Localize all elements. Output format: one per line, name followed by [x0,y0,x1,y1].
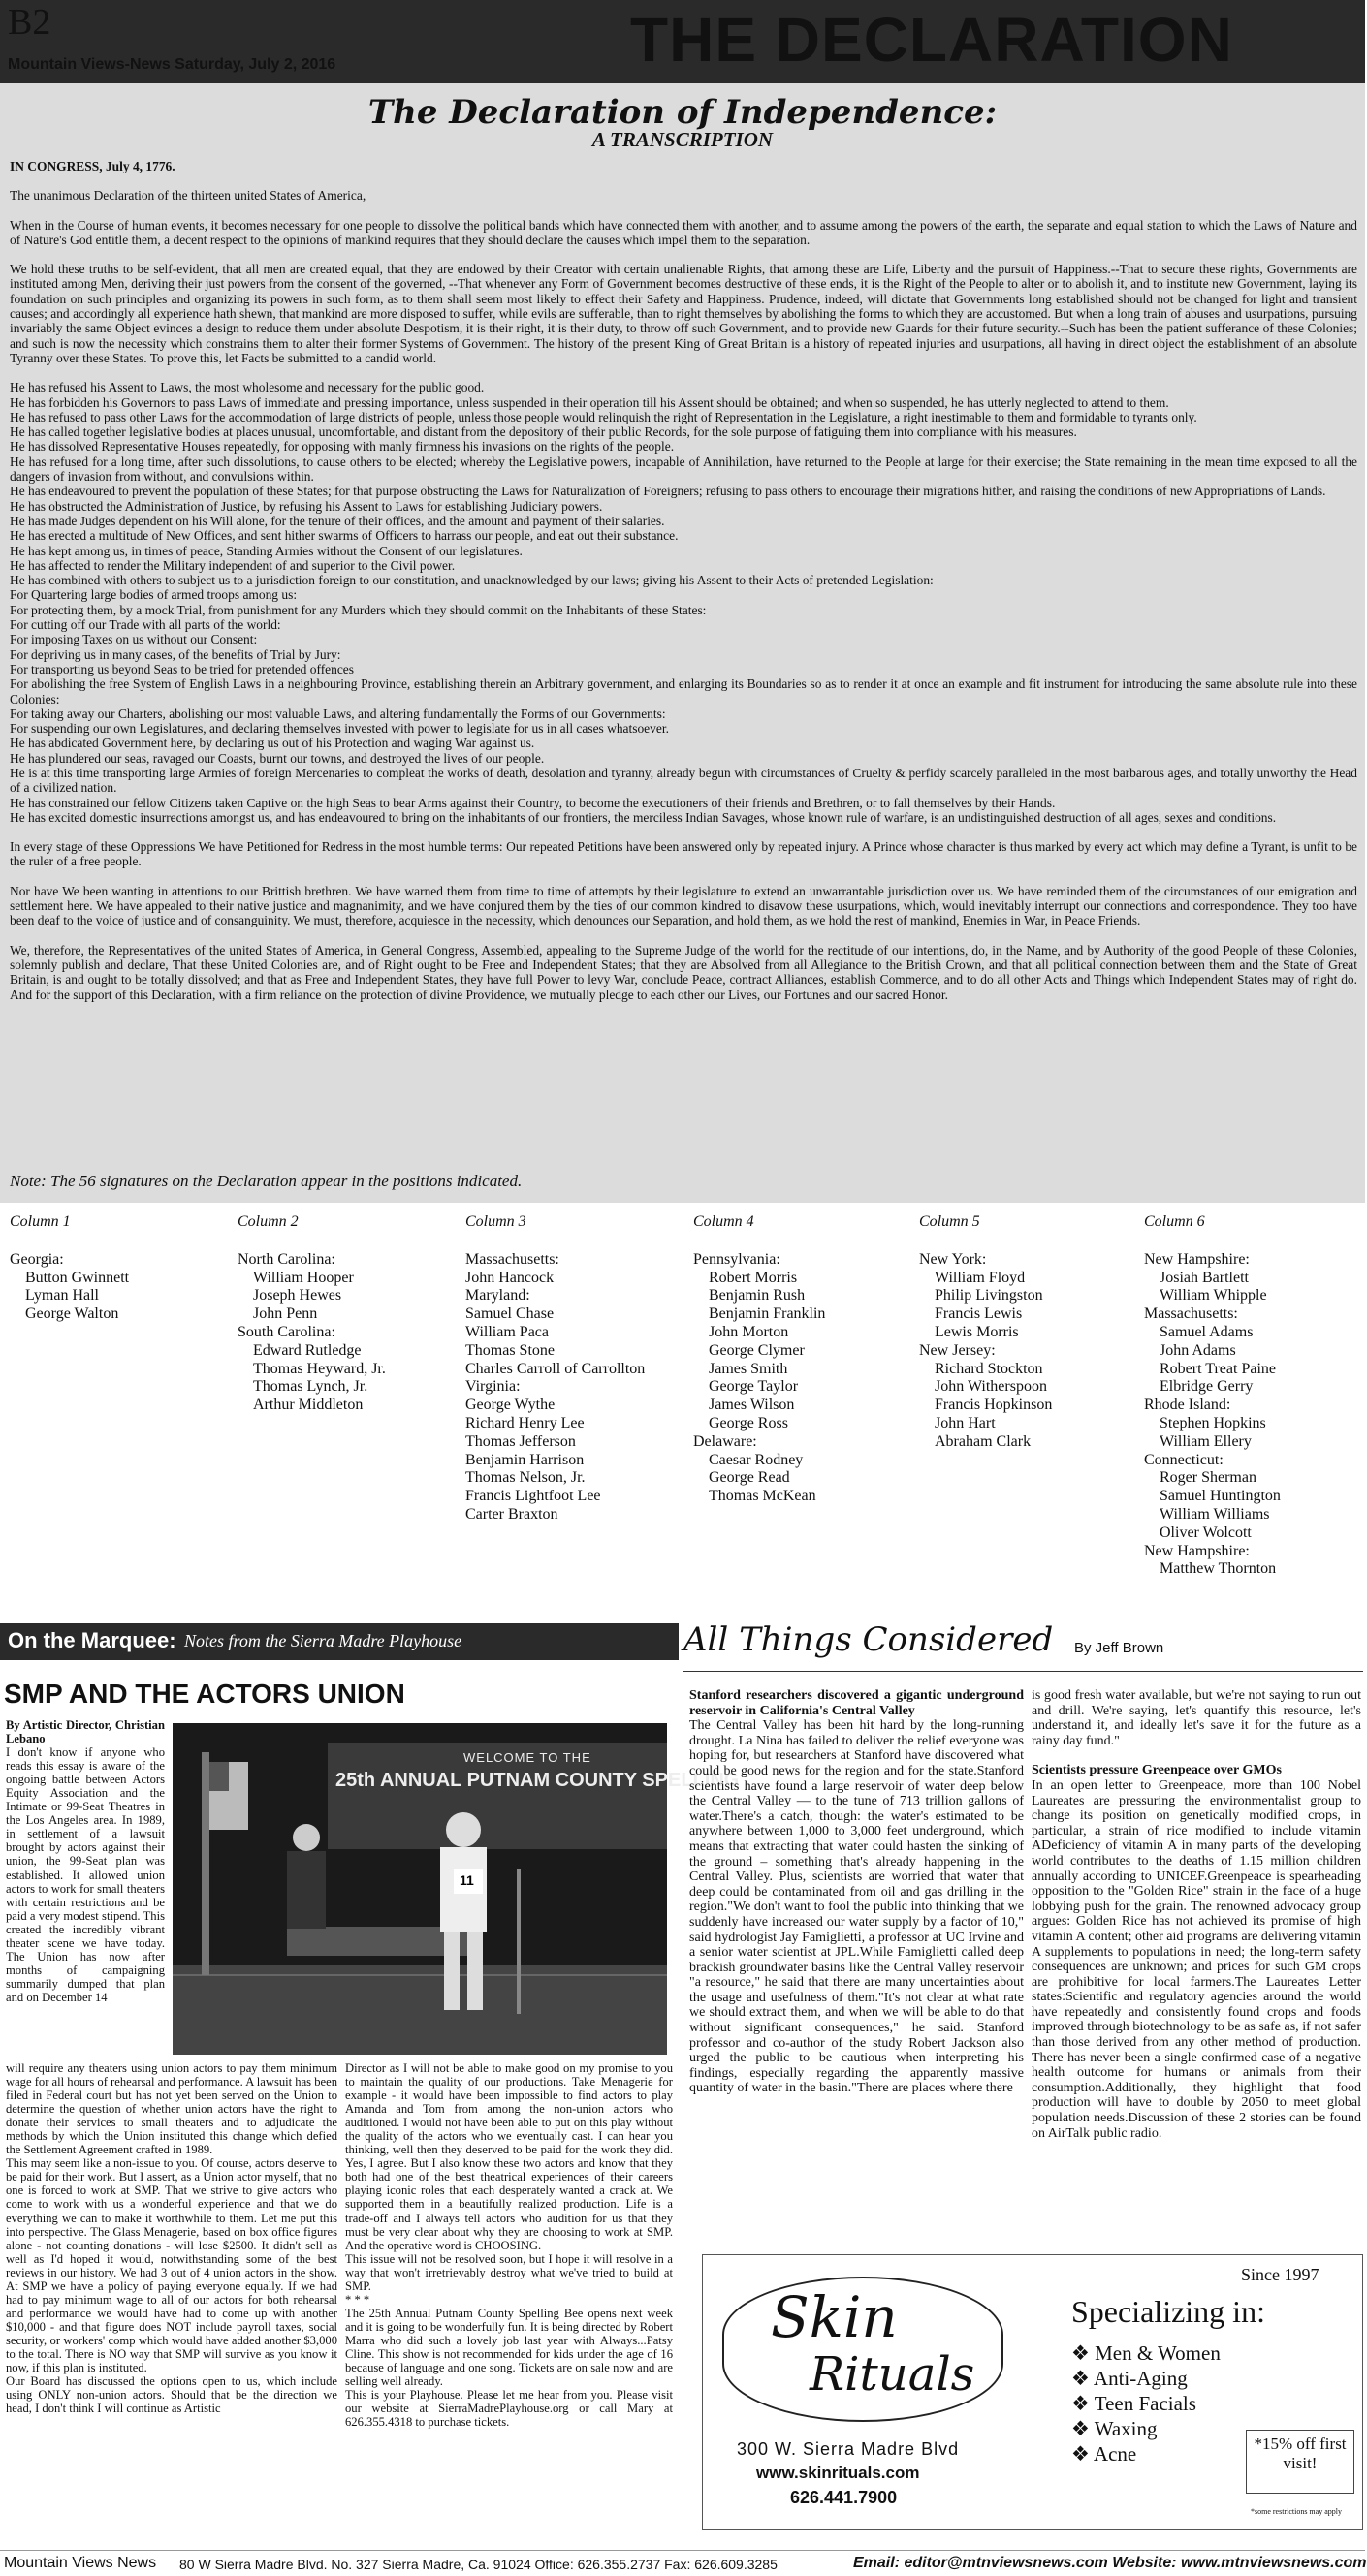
grievance-item: For transporting us beyond Seas to be tried for pretended offences [10,661,355,676]
ad-service-item [1071,2366,1221,2391]
signer-name: Lewis Morris [935,1323,1019,1340]
grievance-item: He has forbidden his Governors to pass Laws of immediate and pressing importance, unless suspended in their operation till his Assent should be obtained; and when so suspended, he has utterly neglected to attend to them. [10,394,1169,410]
declaration-title: The Declaration of Independence: [367,93,998,132]
ad-service-item [1071,2441,1221,2466]
state-label: South Carolina: [238,1323,335,1340]
signer-name: Matthew Thornton [1160,1560,1277,1578]
state-label: William Paca [465,1323,549,1340]
state-label: Connecticut: [1144,1451,1224,1468]
state-label: North Carolina: [238,1250,335,1268]
signer-name: William Williams [1160,1505,1270,1523]
signer-name: George Walton [25,1305,119,1323]
atc-headline-1: Stanford researchers discovered a gigantic underground reservoir in California's Central Valley [689,1688,1024,1718]
state-label: Thomas Jefferson [465,1432,576,1450]
signer-name: Oliver Wolcott [1160,1524,1252,1541]
ad-service-item [1071,2340,1221,2366]
state-label: Benjamin Harrison [465,1451,585,1468]
ad-service-item [1071,2416,1221,2441]
signer-name: Elbridge Gerry [1160,1378,1254,1396]
ad-logo-rituals: Rituals [810,2347,975,2402]
diamond-bullet-icon: ❖ [1071,2367,1090,2390]
grievance-item: He has endeavoured to prevent the population of these States; for that purpose obstructing the Laws for Naturalization of Foreigners; refusing to pass others to encourage their migrations hither, and raising the conditions of new Appropriations of Lands. [10,484,1326,499]
state-label: Richard Henry Lee [465,1414,585,1431]
photo-contestant-number: 11 [460,1872,474,1888]
smp-headline: SMP AND THE ACTORS UNION [4,1679,405,1709]
signer-name: Stephen Hopkins [1160,1414,1266,1431]
atc-column-2 [1032,1688,1361,2141]
signer-name: William Whipple [1160,1287,1267,1304]
state-label: Charles Carroll of Carrollton [465,1360,646,1377]
signature-column-5 [919,1213,1142,1452]
footer-contact[interactable]: Email: editor@mtnviewsnews.com Website: www.mtnviewsnews.com [853,2555,1367,2571]
signer-name: James Smith [709,1360,788,1377]
ad-service-label: Anti-Aging [1093,2367,1188,2390]
diamond-bullet-icon: ❖ [1071,2392,1090,2415]
ad-since: Since 1997 [1241,2265,1319,2284]
signer-name: Josiah Bartlett [1160,1269,1249,1286]
section-title: THE DECLARATION [630,5,1233,75]
ad-specializing: Specializing in: [1071,2294,1265,2329]
grievance-item: He has erected a multitude of New Offices, and sent hither swarms of Officers to harrass our people, and eat out their substance. [10,528,679,544]
ad-service-label: Teen Facials [1094,2392,1196,2415]
state-label: Francis Lightfoot Lee [465,1488,601,1505]
state-label: Thomas Stone [465,1341,555,1359]
ad-website[interactable]: www.skinrituals.com [756,2464,920,2482]
signer-name: Roger Sherman [1160,1469,1256,1487]
signer-name: Robert Morris [709,1269,798,1286]
column-heading: Column 2 [238,1213,299,1230]
signature-column-6 [1144,1213,1367,1579]
grievance-item: He has called together legislative bodies at places unusual, uncomfortable, and distant from the depository of their public Records, for the sole purpose of fatiguing them into compliance with his measures. [10,424,1077,440]
declaration-p2: When in the Course of human events, it becomes necessary for one people to dissolve the political bands which have connected them with another, and to assume among the powers of the earth, the separate and equal station to which the Laws of Nature and of Nature's God entitle them, a decent respect to the opinions of mankind requires that they should declare the causes which impel them to the separation. [10,217,1357,247]
grievance-item: For depriving us in many cases, of the benefits of Trial by Jury: [10,646,341,662]
grievance-item: For abolishing the free System of English Laws in a neighbouring Province, establishing therein an Arbitrary government, and enlarging its Boundaries so as to render it at once an example and fit instrument for introducing the same absolute rule into these Colonies: [10,676,1357,707]
state-label: New York: [919,1250,987,1268]
state-label: Samuel Chase [465,1305,555,1323]
signer-name: George Taylor [709,1378,799,1396]
signer-name: Francis Lewis [935,1305,1023,1323]
signer-name: Thomas Lynch, Jr. [253,1378,368,1396]
ad-logo-skin: Skin [771,2284,898,2350]
atc-title: All Things Considered [684,1620,1054,1659]
state-label: New Jersey: [919,1341,996,1359]
signer-name: Arthur Middleton [253,1397,364,1414]
page-number: B2 [8,2,51,43]
state-label: New Hampshire: [1144,1542,1250,1559]
atc-story-1: The Central Valley has been hit hard by the long-running drought. La Nina has failed to deliver the relief everyone was hoping for, but researchers at Stanford have discovered what could be good news for the region and for the state.Stanford scientists have found a large reservoir of water deep below the Central Valley — to the tune of 713 trillion gallons of water.There's a catch, though: the water's estimated to be anywhere between 1,000 to 3,000 feet underground, which means that extracting that water could hasten the sinking of the ground – something that's already happening in the Central Valley. Plus, scientists are worried that water that deep could be contaminated from oil and gas drilling in the region."We don't want to fool the public into thinking that we suddenly have increased our water supply by a factor of 10," said hydrologist Jay Famiglietti, a professor at UC Irvine and a senior water scientist at JPL.While Famiglietti called deep brackish groundwater basins like the Central Valley reservoir "a resource," he said that there are many uncertainties about the usage and usefulness of them."It's not clear at what rate we should extract them, and when we will be able to do that without significant consequences," he said. Stanford professor and co-author of the study Robert Jackson also urged the public to be cautious when interpreting his findings, especially regarding the apparently massive quantity of water in the basin."There are places where there [689,1718,1024,2096]
footer [0,2550,1365,2576]
column-heading: Column 4 [693,1213,754,1230]
atc-column-1 [689,1688,1024,2096]
signer-name: Button Gwinnett [25,1269,130,1286]
grievance-item: He has abdicated Government here, by declaring us out of his Protection and waging War against us. [10,736,535,751]
signer-name: Caesar Rodney [709,1451,804,1468]
signer-name: Samuel Adams [1160,1323,1254,1340]
ad-service-label: Men & Women [1095,2341,1221,2365]
signer-name: Philip Livingston [935,1287,1043,1304]
footer-address: 80 W Sierra Madre Blvd. No. 327 Sierra Madre, Ca. 91024 Office: 626.355.2737 Fax: 626.609.3285 [179,2557,778,2572]
grievance-item: For cutting off our Trade with all parts of the world: [10,617,281,633]
signer-name: Edward Rutledge [253,1341,362,1359]
grievance-item: He has affected to render the Military independent of and superior to the Civil power. [10,557,456,573]
declaration-subtitle: A TRANSCRIPTION [591,128,774,151]
grievance-item: He has dissolved Representative Houses repeatedly, for opposing with manly firmness his invasions on the rights of the people. [10,439,675,455]
signer-name: Francis Hopkinson [935,1397,1053,1414]
smp-byline: By Artistic Director, Christian Lebano [6,1718,165,1746]
ad-service-list [1071,2340,1221,2466]
atc-story-1-cont: is good fresh water available, but we're not saying to run out and drill. We're saying, let's quantify this resource, let's understand it, and ideally let's save it for the future as a rainy day fund." [1032,1688,1361,1748]
signer-name: Abraham Clark [935,1432,1032,1450]
grievance-item: He has kept among us, in times of peace, Standing Armies without the Consent of our legislatures. [10,543,523,558]
smp-column-2: will require any theaters using union actors to pay them minimum wage for all hours of rehearsal and performance. A lawsuit has been filed in Federal court but has not yet been served on the Union to determine the question of whether union actors have the right to donate their services to small theaters and to adjudicate the methods by which the Union instituted this change which defied the Settlement Agreement crafted in 1989. This may seem like a non-issue to you. Of course, actors deserve to be paid for their work. But I assert, as a Union actor myself, that no one is forced to work at SMP. That we strive to give actors who come to work with us a wonderful experience and that we do everything we can to make it worthwhile to them. Let me put this into perspective. The Glass Menagerie, based on box office figures alone - not counting donations - will lose $2500. It didn't sell as well as I'd hoped it would, notwithstanding some of the best reviews in our history. We had 3 out of 4 union actors in the show. At SMP we have a policy of paying everyone equally. If we had had to pay minimum wage to all of our actors for both rehearsal and performance we would have had to come up with another $10,000 - and that figure does NOT include payroll taxes, social security, or workers' comp which would have added another $3,000 to the total. There is NO way that SMP will survive as you know it now, if this plan is instituted. Our Board has discussed the options open to us, which include using ONLY non-union actors. Should that be the direction we head, I don't think I will continue as Artistic [6,2061,337,2416]
signer-name: Thomas McKean [709,1488,816,1505]
signer-name: John Penn [253,1305,318,1323]
signer-name: Samuel Huntington [1160,1488,1281,1505]
column-heading: Column 6 [1144,1213,1205,1230]
ad-service-label: Acne [1093,2442,1137,2466]
state-label: New Hampshire: [1144,1250,1250,1268]
atc-story-2: In an open letter to Greenpeace, more than 100 Nobel Laureates are pressuring the environmentalist group to change its position on genetically modified crops, in particular, a strain of rice modified to include vitamin ADeficiency of vitamin A in many parts of the developing world contributes to the deaths of 1.15 million children annually according to UNICEF.Greenpeace is spearheading opposition to the "Golden Rice" strain in the face of a huge lobbying push for the grain. The renowned advocacy group argues: Golden Rice has not achieved its promise of high vitamin A content; other aid programs are delivering vitamin A supplements to populations in need; the long-term safety consequences are unknown; and prices for such GM crops are prohibitive for local farmers.The Laureates Letter states:Scientific and regulatory agencies around the world have repeatedly and consistently found crops and foods improved through biotechnology to be as safe as, if not safer than those derived from any other method of production. There has never been a single confirmed case of a negative health outcome for humans or animals from their consumption.Additionally, they highlight that food production will have to double by 2050 to meet global population needs.Discussion of these 2 stories can be found on AirTalk public radio. [1032,1777,1361,2141]
ad-service-item [1071,2391,1221,2416]
signer-name: Richard Stockton [935,1360,1043,1377]
skin-rituals-ad[interactable] [702,2254,1363,2530]
footer-paper-name: Mountain Views News [4,2555,157,2571]
ad-phone: 626.441.7900 [790,2488,898,2507]
declaration-p3: We hold these truths to be self-evident, that all men are created equal, that they are endowed by their Creator with certain unalienable Rights, that among these are Life, Liberty and the pursuit of Happiness.--That to secure these rights, Governments are instituted among Men, deriving their just powers from the consent of the governed, --That whenever any Form of Government becomes destructive of these ends, it is the Right of the People to alter or to abolish it, and to institute new Government, laying its foundation on such principles and organizing its powers in such form, as to them shall seem most likely to effect their Safety and Happiness. Prudence, indeed, will dictate that Governments long established should not be changed for light and transient causes; and accordingly all experience hath shewn, that mankind are more disposed to suffer, while evils are sufferable, than to right themselves by abolishing the forms to which they are accustomed. But when a long train of abuses and usurpations, pursuing invariably the same Object evinces a design to reduce them under absolute Despotism, it is their right, it is their duty, to throw off such Government, and to provide new Guards for their future security.--Such has been the patient sufferance of these Colonies; and such is now the necessity which constrains them to alter their former Systems of Government. The history of the present King of Great Britain is a history of repeated injuries and usurpations, all having in direct object the establishment of an absolute Tyranny over these States. To prove this, let Facts be submitted to a candid world. [10,262,1357,365]
state-label: George Wythe [465,1397,556,1414]
state-label: Rhode Island: [1144,1397,1231,1414]
signature-column-1 [10,1213,233,1324]
grievance-item: He has refused to pass other Laws for the accommodation of large districts of people, unless those people would relinquish the right of Representation in the Legislature, a right inestimable to them and formidable to tyrants only. [10,409,1197,424]
state-label: Virginia: [465,1378,521,1396]
signer-name: William Floyd [935,1269,1026,1286]
state-label: Massachusetts: [465,1250,559,1268]
state-label: Delaware: [693,1432,757,1450]
signer-name: John Hart [935,1414,996,1431]
smp-text-1: I don't know if anyone who reads this essay is aware of the ongoing battle between Actors Equity Association and the Intimate or 99-Seat Theatres in the Los Angeles area. In 1989, in settlement of a lawsuit brought by actors against their union, the 99-Seat plan was established. It allowed union actors to work for small theaters with certain restrictions and be paid a very modest stipend. This created the incredibly vibrant theater scene we have today. The Union has now after months of campaigning summarily dumped that plan and on December 14 [6,1745,165,2004]
dateline: Mountain Views-News Saturday, July 2, 2016 [8,56,336,73]
declaration-intro: IN CONGRESS, July 4, 1776. [10,159,175,173]
grievance-item: For protecting them, by a mock Trial, from punishment for any Murders which they should commit on the Inhabitants of these States: [10,602,707,617]
signer-name: John Witherspoon [935,1378,1047,1396]
atc-byline: By Jeff Brown [1074,1640,1164,1656]
signer-name: George Ross [709,1414,788,1431]
declaration-p5: Nor have We been wanting in attentions to our Brittish brethren. We have warned them from time to time of attempts by their legislature to extend an unwarrantable jurisdiction over us. We have reminded them of the circumstances of our emigration and settlement here. We have appealed to their native justice and magnanimity, and we have conjured them by the ties of our common kindred to disavow these usurpations, which, would inevitably interrupt our connections and correspondence. They too have been deaf to the voice of justice and of consanguinity. We must, therefore, acquiesce in the necessity, which denounces our Separation, and hold them, as we hold the rest of mankind, Enemies in War, in Peace Friends. [10,883,1357,928]
grievance-item: For Quartering large bodies of armed troops among us: [10,587,298,603]
diamond-bullet-icon: ❖ [1071,2442,1090,2466]
grievance-item: He has excited domestic insurrections amongst us, and has endeavoured to bring on the inhabitants of our frontiers, the merciless Indian Savages, whose known rule of warfare, is an undistinguished destruction of all ages, sexes and conditions. [10,809,1277,825]
signer-name: Robert Treat Paine [1160,1360,1276,1377]
grievance-item: He is at this time transporting large Armies of foreign Mercenaries to compleat the works of death, desolation and tyranny, already begun with circumstances of Cruelty & perfidy scarcely paralleled in the most barbarous ages, and totally unworthy the Head of a civilized nation. [10,765,1357,796]
signer-name: Benjamin Franklin [709,1305,826,1323]
ad-offer-badge: *15% off first visit! [1246,2430,1354,2494]
spelling-bee-photo [173,1723,740,2055]
signer-name: George Read [709,1469,790,1487]
ad-fine-print: *some restrictions may apply [1251,2507,1342,2516]
state-label: Maryland: [465,1287,530,1304]
signature-column-2 [238,1213,461,1415]
grievance-item: For taking away our Charters, abolishing our most valuable Laws, and altering fundamentally the Forms of our Governments: [10,706,666,721]
signer-name: James Wilson [709,1397,795,1414]
grievance-item: He has constrained our fellow Citizens taken Captive on the high Seas to bear Arms against their Country, to become the executioners of their friends and Brethren, or to fall themselves by their Hands. [10,795,1056,810]
state-label: Thomas Nelson, Jr. [465,1469,586,1487]
declaration-p6: We, therefore, the Representatives of the united States of America, in General Congress, Assembled, appealing to the Supreme Judge of the world for the rectitude of our intentions, do, in the Name, and by Authority of the good People of these Colonies, solemnly publish and declare, That these United Colonies are, and of Right ought to be Free and Independent States; that they are Absolved from all Allegiance to the British Crown, and that all political connection between them and the State of Great Britain, is and ought to be totally dissolved; and that as Free and Independent States, they have full Power to levy War, conclude Peace, contract Alliances, establish Commerce, and to do all other Acts and Things which Independent States may of right do. And for the support of this Declaration, with a firm reliance on the protection of divine Providence, we mutually pledge to each other our Lives, our Fortunes and our sacred Honor. [10,942,1357,1002]
column-heading: Column 5 [919,1213,980,1230]
grievance-item: For suspending our own Legislatures, and declaring themselves invested with power to legislate for us in all cases whatsoever. [10,721,669,737]
signer-name: John Adams [1160,1341,1236,1359]
photo-banner-line1: WELCOME TO THE [463,1750,591,1765]
ad-service-label: Waxing [1094,2417,1158,2440]
signer-name: George Clymer [709,1341,805,1359]
state-label: Massachusetts: [1144,1305,1238,1323]
declaration-note: Note: The 56 signatures on the Declaration appear in the positions indicated. [10,1172,523,1190]
signer-name: William Hooper [253,1269,354,1286]
grievance-item: He has obstructed the Administration of Justice, by refusing his Assent to Laws for establishing Judiciary powers. [10,498,603,514]
grievance-item: He has plundered our seas, ravaged our Coasts, burnt our towns, and destroyed the lives of our people. [10,750,545,766]
column-heading: Column 1 [10,1213,71,1230]
signer-name: John Morton [709,1323,789,1340]
signature-column-4 [693,1213,916,1506]
state-label: Carter Braxton [465,1505,558,1523]
smp-column-3: Director as I will not be able to make good on my promise to you to maintain the quality of our productions. Take Menagerie for example - it would have been impossible to find actors to play Amanda and Tom from among the non-union actors who auditioned. I would not have been able to put on this play without the quality of the actors who we eventually cast. I can hear you thinking, well then they deserved to be paid for the work they did. Yes, I agree. But I also know these two actors and know that they both had one of the best theatrical experiences of their careers playing iconic roles that each desperately wanted a crack at. We supported them in a beautifully realized production. Life is a trade-off and I always tell actors who audition for us that they must be very clear about why they are choosing to work at SMP. And the operative word is CHOOSING. This issue will not be resolved soon, but I hope it will resolve in a way that won't irretrievably destroy what we've tried to build at SMP. * * * The 25th Annual Putnam County Spelling Bee opens next week and it is going to be wonderfully fun. It is being directed by Robert Marra who did such a lovely job last year with Always...Patsy Cline. This show is not recommended for kids under the age of 16 because of language and one song. Tickets are on sale now and are selling well already. This is your Playhouse. Please let me hear from you. Please visit our website at SierraMadrePlayhouse.org or call Mary at 626.355.4318 to purchase tickets. [345,2061,673,2430]
grievance-item: He has refused his Assent to Laws, the most wholesome and necessary for the public good. [10,380,485,395]
signer-name: Joseph Hewes [253,1287,342,1304]
signature-column-3 [465,1213,688,1524]
state-label: Pennsylvania: [693,1250,780,1268]
state-label: Georgia: [10,1250,64,1268]
column-heading: Column 3 [465,1213,526,1230]
grievance-list [10,380,1357,825]
declaration-p4: In every stage of these Oppressions We have Petitioned for Redress in the most humble terms: Our repeated Petitions have been answered only by repeated injury. A Prince whose character is thus marked by every act which may define a Tyrant, is unfit to be the ruler of a free people. [10,839,1357,869]
declaration-p1: The unanimous Declaration of the thirteen united States of America, [10,188,366,204]
atc-headline-2: Scientists pressure Greenpeace over GMOs [1032,1763,1282,1778]
signer-name: Lyman Hall [25,1287,99,1304]
signer-name: William Ellery [1160,1432,1252,1450]
grievance-item: For imposing Taxes on us without our Consent: [10,632,258,647]
signer-name: Benjamin Rush [709,1287,806,1304]
signer-name: Thomas Heyward, Jr. [253,1360,386,1377]
diamond-bullet-icon: ❖ [1071,2417,1090,2440]
atc-rule [683,1671,1363,1672]
smp-column-1 [6,1718,165,2004]
state-label: John Hancock [465,1269,555,1286]
ad-address: 300 W. Sierra Madre Blvd [737,2439,960,2459]
diamond-bullet-icon: ❖ [1071,2341,1090,2365]
marquee-label: On the Marquee: [8,1628,176,1652]
grievance-item: He has refused for a long time, after such dissolutions, to cause others to be elected; whereby the Legislative powers, incapable of Annihilation, have returned to the People at large for their exercise; the State remaining in the mean time exposed to all the dangers of invasion from without, and convulsions within. [10,454,1357,485]
photo-banner-line2: 25th ANNUAL PUTNAM COUNTY SPELLING [335,1770,740,1791]
grievance-item: He has combined with others to subject us to a jurisdiction foreign to our constitution, and unacknowledged by our laws; giving his Assent to their Acts of pretended Legislation: [10,573,934,588]
declaration-body [10,159,1357,1002]
marquee-subtitle: Notes from the Sierra Madre Playhouse [184,1631,462,1650]
grievance-item: He has made Judges dependent on his Will alone, for the tenure of their offices, and the amount and payment of their salaries. [10,513,665,528]
